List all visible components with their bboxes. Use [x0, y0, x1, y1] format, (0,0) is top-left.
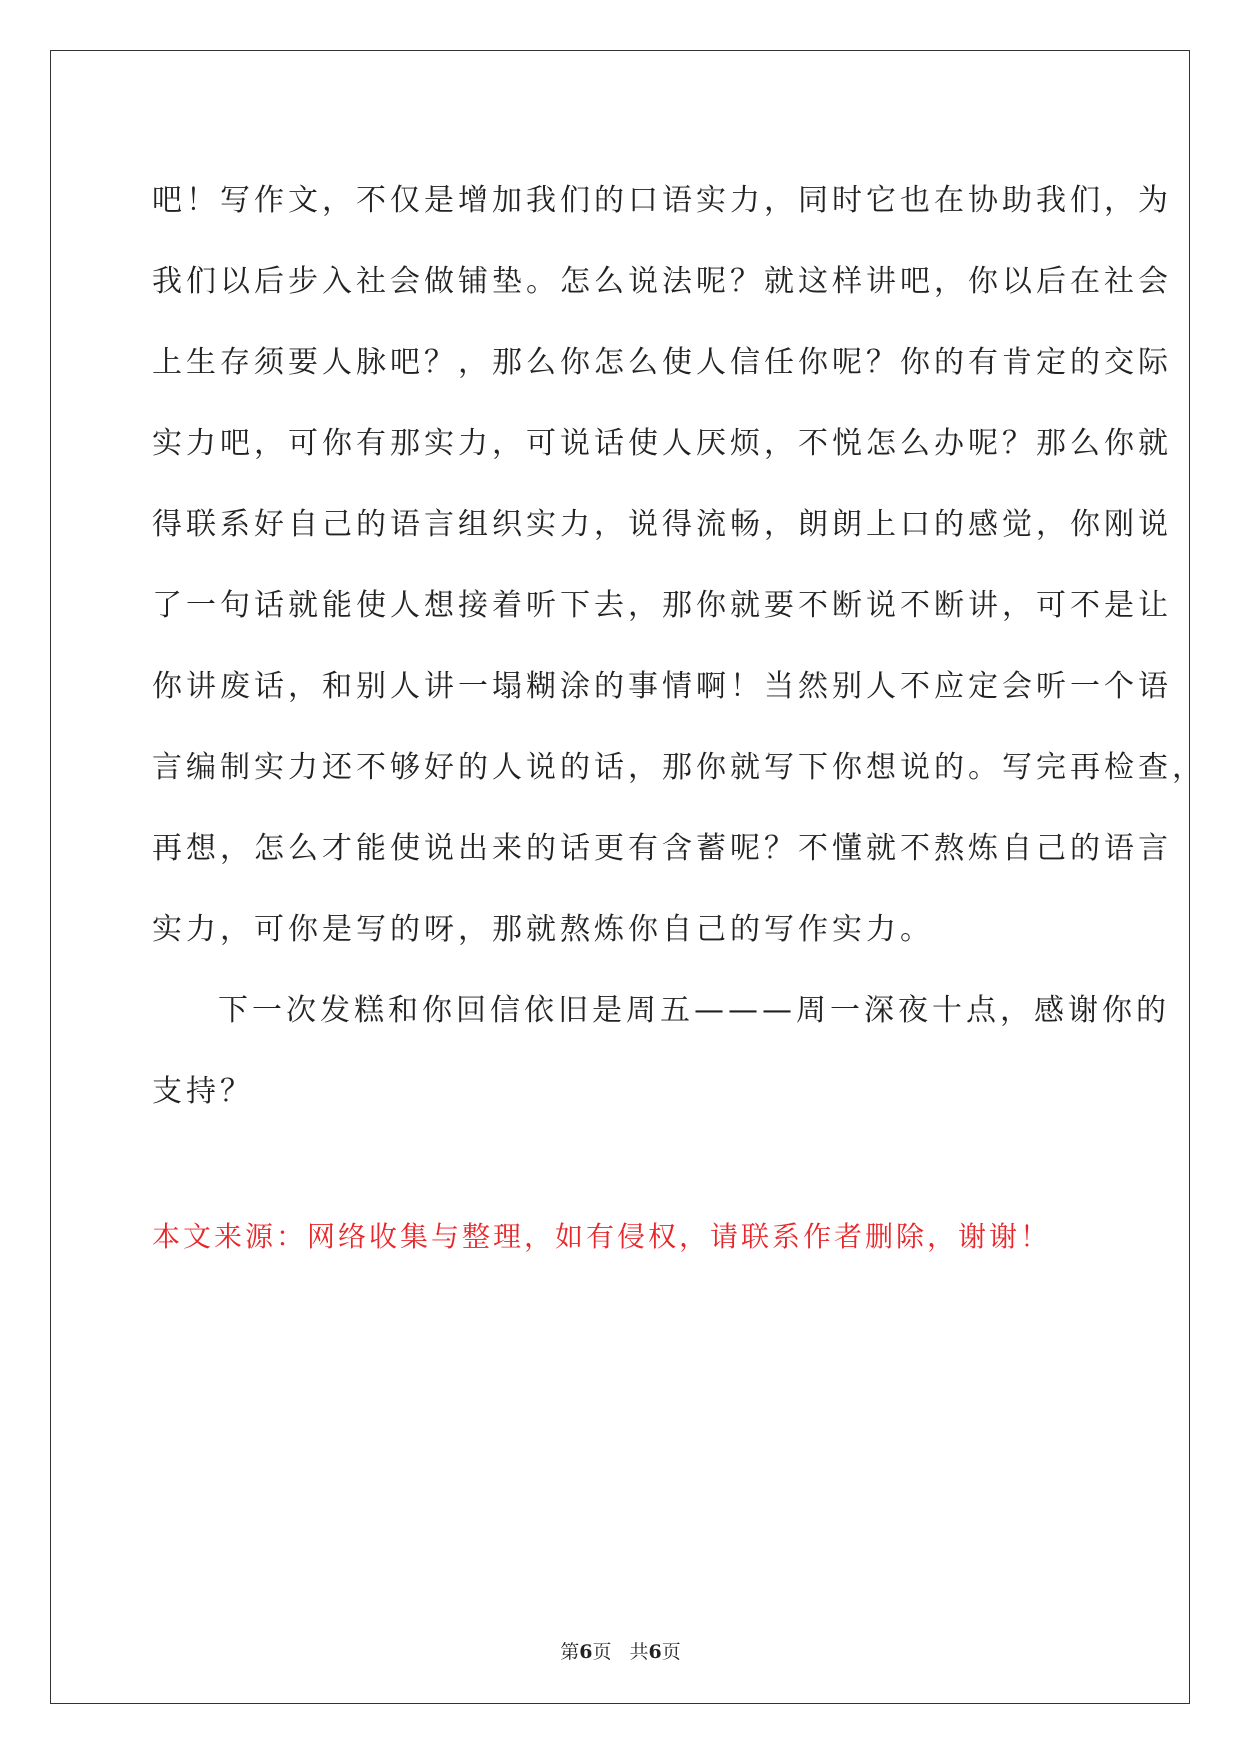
source-note: 本文来源：网络收集与整理，如有侵权，请联系作者删除，谢谢！	[152, 1220, 1052, 1253]
page-footer	[0, 1637, 1241, 1664]
total-suffix: 页	[661, 1641, 681, 1663]
text-line: 了一句话就能使人想接着听下去，那你就要不断说不断讲，可不是让	[152, 588, 1172, 623]
text-line: 言编制实力还不够好的人说的话，那你就写下你想说的。写完再检查，	[152, 750, 1206, 785]
page-number: 6	[579, 1641, 593, 1663]
text-line: 实力，可你是写的呀，那就熬炼你自己的写作实力。	[152, 912, 934, 947]
text-line: 再想，怎么才能使说出来的话更有含蓄呢？不懂就不熬炼自己的语言	[152, 831, 1172, 866]
page-prefix: 第	[560, 1641, 580, 1663]
total-pages: 6	[648, 1641, 662, 1663]
text-line: 我们以后步入社会做铺垫。怎么说法呢？就这样讲吧，你以后在社会	[152, 264, 1172, 299]
text-line: 上生存须要人脉吧？，那么你怎么使人信任你呢？你的有肯定的交际	[152, 345, 1172, 380]
paragraph-1	[152, 160, 1206, 970]
total-prefix: 共	[629, 1641, 649, 1663]
text-line: 吧！写作文，不仅是增加我们的口语实力，同时它也在协助我们，为	[152, 183, 1172, 218]
text-line: 支持？	[152, 1074, 254, 1109]
document-body	[152, 160, 1206, 1132]
text-line: 下一次发糕和你回信依旧是周五———周一深夜十点，感谢你的	[218, 993, 1170, 1028]
paragraph-2	[152, 970, 1170, 1132]
text-line: 得联系好自己的语言组织实力，说得流畅，朗朗上口的感觉，你刚说	[152, 507, 1172, 542]
text-line: 实力吧，可你有那实力，可说话使人厌烦，不悦怎么办呢？那么你就	[152, 426, 1172, 461]
text-line: 你讲废话，和别人讲一塌糊涂的事情啊！当然别人不应定会听一个语	[152, 669, 1172, 704]
page-suffix: 页	[592, 1641, 612, 1663]
